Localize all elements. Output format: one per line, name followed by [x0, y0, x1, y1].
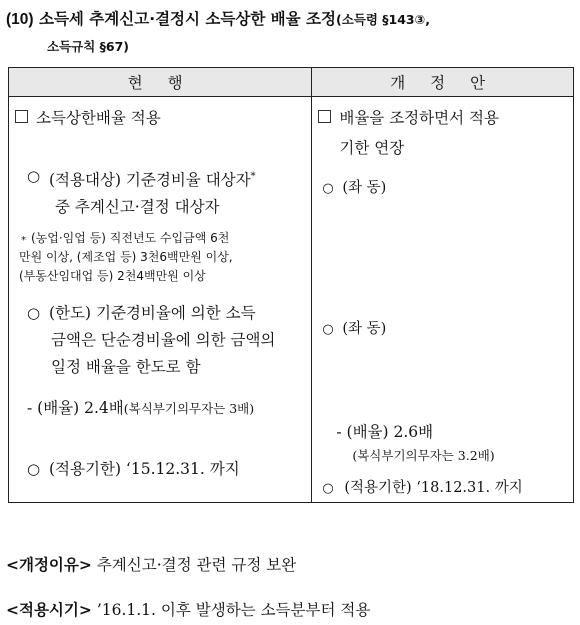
- section-number: (10): [6, 11, 34, 28]
- circle-bullet-icon: ○: [27, 304, 41, 323]
- proposed-target-text: (좌 동): [342, 180, 387, 196]
- footnote: [9, 229, 311, 286]
- reason-text: 추계신고·결정 관련 규정 보완: [96, 556, 297, 574]
- circle-bullet-icon: ○: [27, 460, 41, 479]
- header-current: 현 행: [9, 68, 312, 97]
- current-target-item: [9, 163, 311, 221]
- proposed-box-line2: 기한 연장: [339, 139, 405, 157]
- proposed-limit-text: (좌 동): [342, 321, 387, 337]
- section-heading: [6, 6, 576, 60]
- circle-bullet-icon: ○: [322, 322, 334, 337]
- proposed-period-text: (적용기한) ‘18.12.31. 까지: [344, 480, 523, 496]
- current-limit-line1: (한도) 기준경비율에 의한 소득: [49, 304, 256, 323]
- footnote-mark: *: [250, 171, 256, 182]
- section-legal-ref: (소득령 §143③,: [335, 12, 430, 27]
- section-title: 소득세 추계신고·결정시 소득상한 배율 조정: [38, 10, 336, 28]
- circle-bullet-icon: ○: [27, 167, 41, 185]
- proposed-column: [312, 97, 574, 503]
- reason-label: <개정이유>: [6, 556, 92, 574]
- footnote-line2: 만원 이상, (제조업 등) 3천6백만원 이상,: [19, 250, 233, 265]
- current-limit-line3: 일정 배율을 한도로 함: [51, 358, 201, 377]
- current-limit-item: [9, 300, 311, 381]
- proposed-box-line1: 배율을 조정하면서 적용: [339, 109, 499, 127]
- current-target-line2: 중 추계신고·결정 대상자: [55, 198, 220, 217]
- current-limit-line2: 금액은 단순경비율에 의한 금액의: [51, 331, 276, 350]
- proposed-box-item: [312, 97, 573, 163]
- current-target-line1: (적용대상) 기준경비율 대상자: [49, 171, 251, 190]
- section-legal-ref-cont: 소득규칙 §67): [47, 39, 130, 54]
- footnote-line3: (부동산임대업 등) 2천4백만원 이상: [19, 269, 206, 284]
- checkbox-icon: [15, 110, 28, 123]
- current-box-item: [9, 97, 311, 133]
- proposed-ratio-note: (복식부기의무자는 3.2배): [352, 448, 495, 463]
- reason-line: [6, 553, 296, 577]
- circle-bullet-icon: ○: [322, 481, 334, 496]
- current-ratio-text: - (배율) 2.4배: [27, 399, 124, 418]
- proposed-target-item: [312, 175, 573, 202]
- checkbox-icon: [318, 110, 331, 123]
- current-box-text: 소득상한배율 적용: [36, 109, 161, 127]
- current-ratio-note: (복식부기의무자는 3배): [123, 401, 255, 417]
- current-ratio-item: [9, 395, 311, 422]
- footnote-line1: (농업·임업 등) 직전년도 수입금액 6천: [31, 231, 230, 246]
- comparison-table: [8, 67, 574, 503]
- footnote-star: *: [21, 235, 26, 247]
- proposed-limit-item: [312, 316, 573, 343]
- timing-text: ’16.1.1. 이후 발생하는 소득분부터 적용: [96, 601, 371, 619]
- header-proposed: 개 정 안: [312, 68, 574, 97]
- timing-label: <적용시기>: [6, 601, 92, 619]
- circle-bullet-icon: ○: [322, 181, 334, 196]
- proposed-ratio-text: - (배율) 2.6배: [336, 423, 434, 441]
- timing-line: [6, 598, 370, 622]
- current-period-text: (적용기한) ‘15.12.31. 까지: [49, 460, 240, 479]
- proposed-period-item: [312, 475, 573, 502]
- current-column: [9, 97, 312, 503]
- current-period-item: [9, 456, 311, 495]
